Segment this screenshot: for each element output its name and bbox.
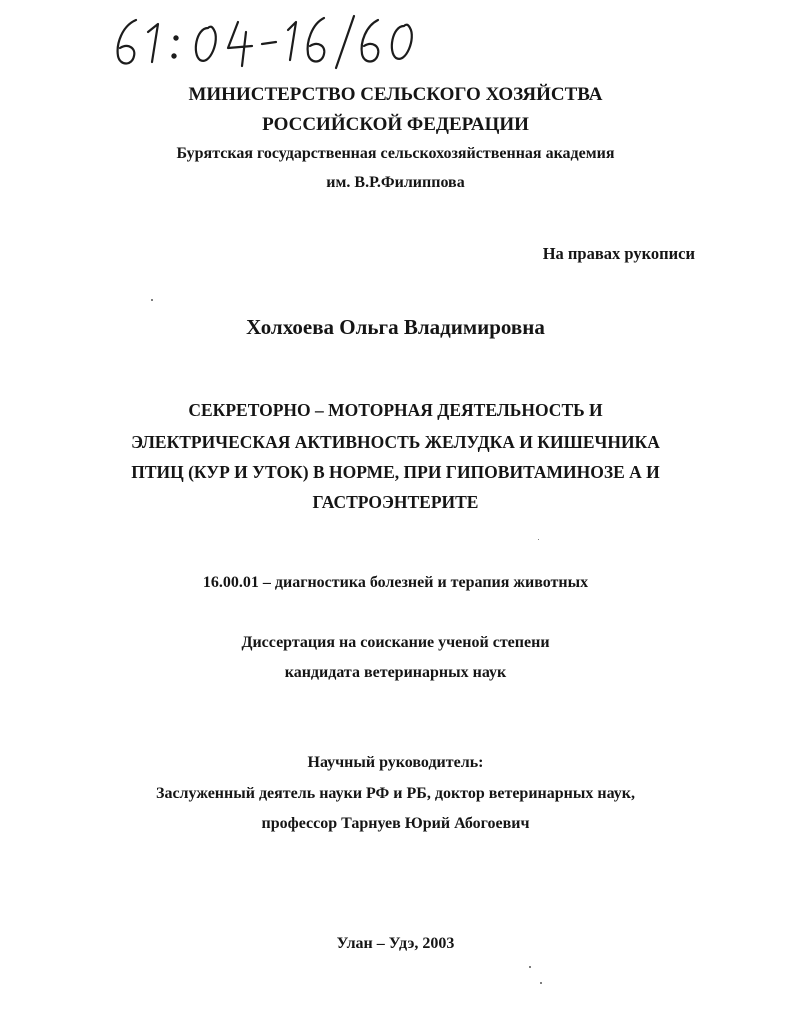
supervisor-line-2: профессор Тарнуев Юрий Абогоевич <box>261 815 530 832</box>
scan-speck <box>529 966 531 968</box>
degree-line-2: кандидата ветеринарных наук <box>284 664 507 681</box>
title-line: ЭЛЕКТРИЧЕСКАЯ АКТИВНОСТЬ ЖЕЛУДКА И КИШЕЧНИКА <box>131 432 660 452</box>
title-line: ПТИЦ (КУР И УТОК) В НОРМЕ, ПРИ ГИПОВИТАМИНОЗЕ А И <box>131 462 660 482</box>
manuscript-note: На правах рукописи <box>542 244 695 263</box>
title-line: ГАСТРОЭНТЕРИТЕ <box>312 492 479 512</box>
supervisor-line-1: Заслуженный деятель науки РФ и РБ, доктор ветеринарных наук, <box>156 785 635 802</box>
academy-name: Бурятская государственная сельскохозяйственная академия <box>176 145 615 162</box>
scan-speck <box>151 299 153 301</box>
academy-named-after: им. В.Р.Филиппова <box>326 174 465 191</box>
ministry-line-1: МИНИСТЕРСТВО СЕЛЬСКОГО ХОЗЯЙСТВА <box>188 84 603 105</box>
specialty-code: 16.00.01 – диагностика болезней и терапия животных <box>202 574 589 591</box>
scan-speck <box>540 982 542 984</box>
title-line: СЕКРЕТОРНО – МОТОРНАЯ ДЕЯТЕЛЬНОСТЬ И <box>188 400 603 420</box>
place-year: Улан – Удэ, 2003 <box>336 935 455 952</box>
scan-speck <box>538 539 539 540</box>
degree-line-1: Диссертация на соискание ученой степени <box>241 634 550 651</box>
author-name: Холхоева Ольга Владимировна <box>246 315 545 339</box>
supervisor-heading: Научный руководитель: <box>307 754 484 771</box>
ministry-line-2: РОССИЙСКОЙ ФЕДЕРАЦИИ <box>262 114 529 135</box>
handwritten-archive-number <box>92 10 422 72</box>
